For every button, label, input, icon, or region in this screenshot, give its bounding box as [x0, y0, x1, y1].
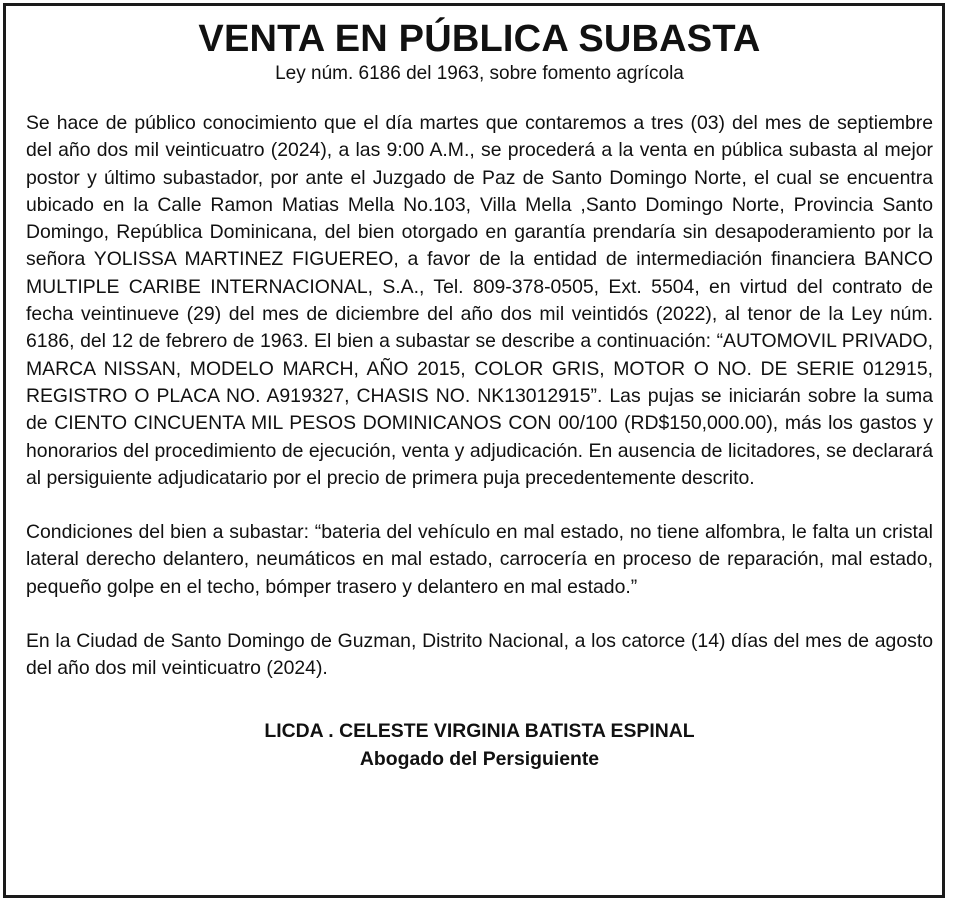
- notice-content: [26, 18, 933, 773]
- signature-block: [26, 717, 933, 773]
- signature-role: Abogado del Persiguiente: [359, 747, 600, 770]
- paragraph-place-date: En la Ciudad de Santo Domingo de Guzman, Distrito Nacional, a los catorce (14) días del mes de agosto del año dos mil veinticuatro (2024).: [26, 630, 933, 680]
- signature-name: LICDA . CELESTE VIRGINIA BATISTA ESPINAL: [264, 719, 695, 742]
- notice-frame: [3, 3, 945, 898]
- notice-title: VENTA EN PÚBLICA SUBASTA: [198, 18, 761, 60]
- notice-subtitle: Ley núm. 6186 del 1963, sobre fomento agrícola: [275, 63, 684, 84]
- paragraph-conditions: Condiciones del bien a subastar: “bateria del vehículo en mal estado, no tiene alfombra, le falta un cristal lateral derecho delantero, neumáticos en mal estado, carrocería en proceso de reparación, mal estado, pequeño golpe en el techo, bómper trasero y delantero en mal estado.”: [26, 521, 933, 598]
- paragraph-auction-details: Se hace de público conocimiento que el día martes que contaremos a tres (03) del mes de septiembre del año dos mil veinticuatro (2024), a las 9:00 A.M., se procederá a la venta en pública subasta al mejor postor y último subastador, por ante el Juzgado de Paz de Santo Domingo Norte, el cual se encuentra ubicado en la Calle Ramon Matias Mella No.103, Villa Mella ,Santo Domingo Norte, Provincia Santo Domingo, República Dominicana, del bien otorgado en garantía prendaría sin desapoderamiento por la señora YOLISSA MARTINEZ FIGUEREO, a favor de la entidad de intermediación financiera BANCO MULTIPLE CARIBE INTERNACIONAL, S.A., Tel. 809-378-0505, Ext. 5504, en virtud del contrato de fecha veintinueve (29) del mes de diciembre del año dos mil veintidós (2022), al tenor de la Ley núm. 6186, del 12 de febrero de 1963. El bien a subastar se describe a continuación: “AUTOMOVIL PRIVADO, MARCA NISSAN, MODELO MARCH, AÑO 2015, COLOR GRIS, MOTOR O NO. DE SERIE 012915, REGISTRO O PLACA NO. A919327, CHASIS NO. NK13012915”. Las pujas se iniciarán sobre la suma de CIENTO CINCUENTA MIL PESOS DOMINICANOS CON 00/100 (RD$150,000.00), más los gastos y honorarios del procedimiento de ejecución, venta y adjudicación. En ausencia de licitadores, se declarará al persiguiente adjudicatario por el precio de primera puja precedentemente descrito.: [26, 112, 933, 489]
